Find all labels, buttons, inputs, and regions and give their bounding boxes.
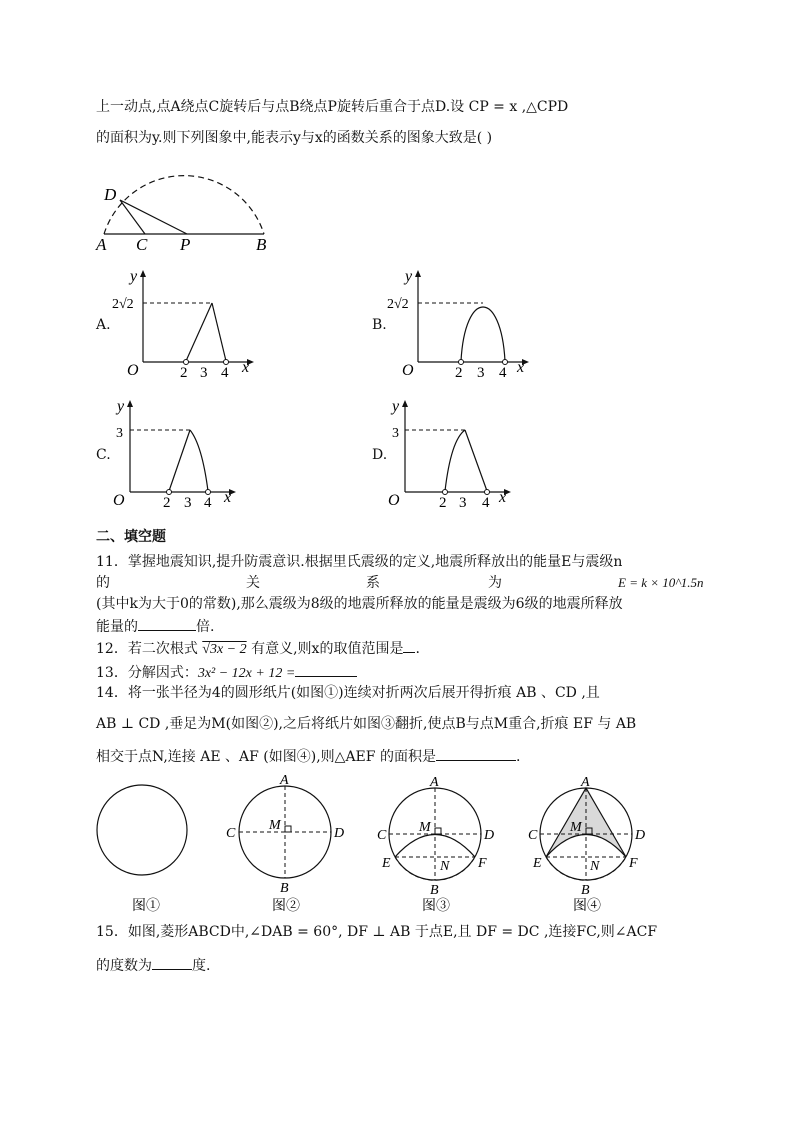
semicircle-diagram (90, 160, 280, 255)
svg-text:x: x (517, 359, 525, 376)
q12-answer-blank[interactable] (403, 638, 415, 653)
graph-c-fall (190, 430, 208, 491)
svg-text:O: O (113, 492, 125, 509)
svg-text:B: B (430, 883, 439, 898)
section-title: 二、填空题 (96, 529, 166, 545)
svg-text:3: 3 (459, 495, 467, 511)
svg-text:2: 2 (455, 365, 463, 381)
label-a: A (96, 235, 107, 254)
svg-text:M: M (570, 820, 582, 835)
q13-expr: 3x² − 12x + 12 = (197, 666, 296, 681)
graph-c-rise (169, 430, 190, 491)
svg-text:C: C (226, 826, 236, 841)
label-d: D (104, 185, 117, 204)
svg-text:C: C (528, 828, 538, 843)
label-b: B (256, 235, 267, 254)
svg-text:2: 2 (439, 495, 447, 511)
graph-b-arch (461, 307, 505, 361)
label-c: C (136, 235, 148, 254)
caption-fig1: 图① (132, 899, 160, 914)
svg-text:B: B (280, 881, 289, 896)
segment-dc (120, 200, 145, 234)
svg-text:D: D (635, 828, 646, 843)
q11-line1: 11．掌握地震知识,提升防震意识.根据里氏震级的定义,地震所释放出的能量E与震级n (96, 554, 623, 570)
svg-text:A: A (581, 775, 590, 790)
svg-text:E: E (533, 856, 542, 871)
svg-text:y: y (392, 398, 400, 415)
svg-text:3: 3 (116, 426, 123, 441)
svg-text:C: C (377, 828, 387, 843)
graph-d-rise (445, 430, 465, 491)
q14-line2: AB ⊥ CD ,垂足为M(如图②),之后将纸片如图③翻折,使点B与点M重合,折痕 EF 与 AB (96, 716, 637, 732)
svg-text:y: y (405, 268, 413, 285)
q13-line: 13．分解因式：3x² − 12x + 12 = (96, 662, 357, 683)
graph-option-b (385, 265, 535, 385)
q11-formula: E = k × 10^1.5n (618, 575, 704, 590)
problem10-line1: 上一动点,点A绕点C旋转后与点B绕点P旋转后重合于点D.设 CP = x ,△CPD (96, 99, 569, 115)
svg-text:O: O (127, 362, 139, 379)
graph-a-rise (186, 303, 212, 361)
svg-text:N: N (440, 859, 450, 874)
q14-answer-blank[interactable] (436, 746, 516, 761)
q14-line3: 相交于点N,连接 AE 、AF (如图④),则△AEF 的面积是 . (96, 746, 520, 766)
q11-word-3: 系 (366, 575, 380, 591)
q11-word-4: 为 (488, 575, 502, 591)
graph-option-d (385, 395, 535, 515)
q12-line: 12．若二次根式 √3x − 2 有意义,则x的取值范围是 . (96, 638, 420, 659)
svg-text:N: N (590, 859, 600, 874)
q15-line1: 15．如图,菱形ABCD中,∠DAB = 60°, DF ⊥ AB 于点E,且 DF = DC ,连接FC,则∠ACF (96, 924, 658, 940)
svg-text:A: A (280, 773, 289, 788)
q11-line3: (其中k为大于0的常数),那么震级为8级的地震所释放的能量是震级为6级的地震所释放 (96, 596, 623, 612)
caption-fig3: 图③ (422, 899, 450, 914)
label-p: P (180, 235, 191, 254)
svg-text:E: E (382, 856, 391, 871)
svg-text:y: y (117, 398, 125, 415)
svg-text:3: 3 (184, 495, 192, 511)
q12-radical: √3x − 2 (202, 642, 247, 657)
svg-text:M: M (419, 820, 431, 835)
option-d-label: D. (372, 447, 388, 463)
q11-line4: 能量的 倍. (96, 616, 214, 636)
svg-text:2: 2 (180, 365, 188, 381)
svg-text:B: B (581, 883, 590, 898)
svg-text:M: M (269, 818, 281, 833)
svg-text:x: x (224, 489, 232, 506)
graph-option-c (108, 395, 258, 515)
svg-text:2√2: 2√2 (387, 297, 409, 312)
q15-line2: 的度数为 度. (96, 955, 210, 975)
option-c-label: C. (96, 447, 111, 463)
svg-text:4: 4 (221, 365, 229, 381)
graph-d-fall (465, 430, 487, 491)
option-b-label: B. (372, 317, 387, 333)
svg-text:F: F (629, 856, 638, 871)
option-a-label: A. (96, 317, 111, 333)
segment-dp (120, 200, 187, 234)
svg-text:x: x (242, 359, 250, 376)
fold-figures (90, 772, 690, 917)
q14-line1: 14．将一张半径为4的圆形纸片(如图①)连续对折两次后展开得折痕 AB 、CD ,且 (96, 685, 600, 701)
svg-text:3: 3 (392, 426, 399, 441)
svg-text:O: O (402, 362, 414, 379)
svg-text:2: 2 (163, 495, 171, 511)
q11-word-2: 关 (246, 575, 260, 591)
semicircle-arc (104, 176, 264, 234)
svg-text:2√2: 2√2 (112, 297, 134, 312)
figure-1-circle (97, 785, 187, 875)
svg-text:D: D (334, 826, 345, 841)
svg-text:4: 4 (204, 495, 212, 511)
svg-text:4: 4 (499, 365, 507, 381)
svg-text:3: 3 (477, 365, 485, 381)
q13-answer-blank[interactable] (295, 662, 357, 677)
q11-word-1: 的 (96, 575, 110, 591)
svg-text:A: A (430, 775, 439, 790)
svg-text:y: y (130, 268, 138, 285)
svg-text:O: O (388, 492, 400, 509)
q11-answer-blank[interactable] (138, 616, 196, 631)
caption-fig4: 图④ (573, 899, 601, 914)
svg-text:4: 4 (482, 495, 490, 511)
graph-option-a (108, 265, 258, 385)
q15-answer-blank[interactable] (152, 955, 192, 970)
problem10-line2: 的面积为y.则下列图象中,能表示y与x的函数关系的图象大致是( ) (96, 130, 493, 146)
svg-text:x: x (499, 489, 507, 506)
caption-fig2: 图② (272, 899, 300, 914)
svg-text:F: F (478, 856, 487, 871)
svg-text:3: 3 (200, 365, 208, 381)
svg-text:D: D (484, 828, 495, 843)
graph-a-fall (212, 303, 226, 361)
